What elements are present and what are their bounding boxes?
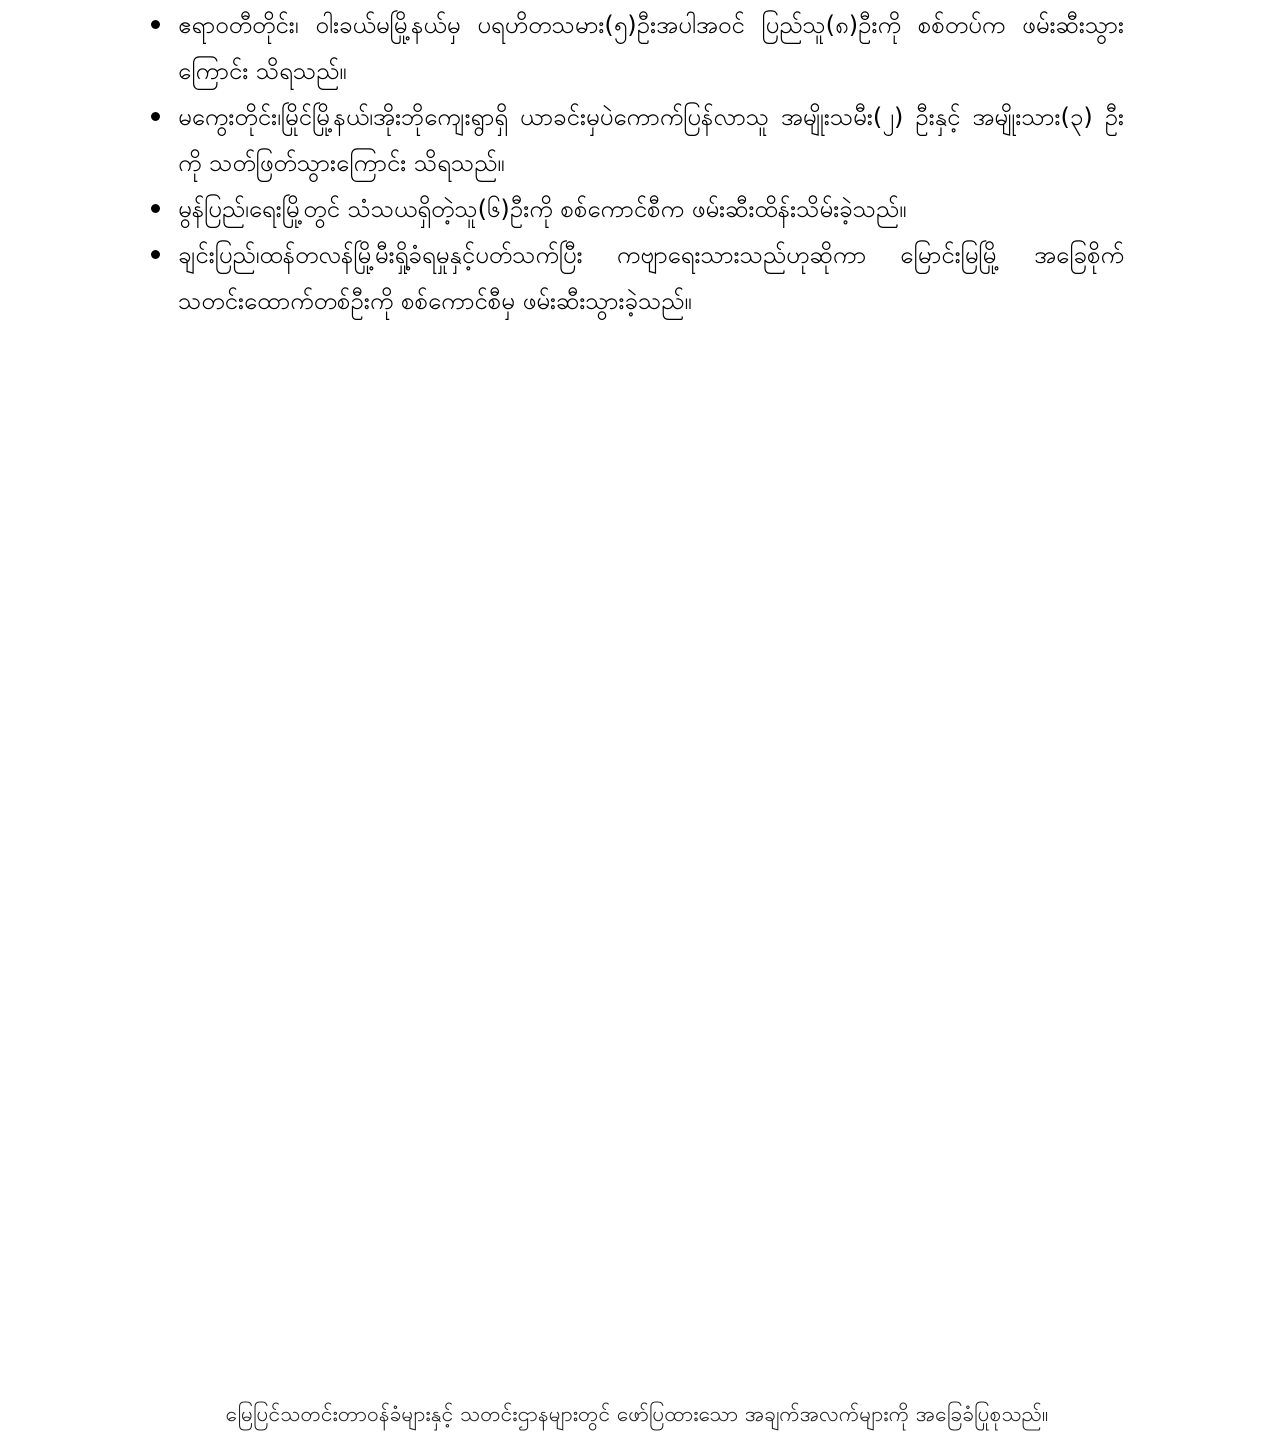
- list-item: [148, 186, 1124, 232]
- list-item: [148, 94, 1124, 186]
- list-item: [148, 2, 1124, 94]
- list-item: [148, 232, 1124, 324]
- news-bullet-list: [148, 2, 1124, 324]
- bullet-icon: [151, 250, 160, 259]
- list-item-text: မကွေးတိုင်း၊မြိုင်မြို့နယ်၊အိုးဘိုကျေးရွာရှိ ယာခင်းမှပဲကောက်ပြန်လာသူ အမျိုးသမီး(၂) ဦးနှင့် အမျိုးသား(၃) ဦးကို သတ်ဖြတ်သွားကြောင်း သိရသည်။: [178, 103, 1124, 177]
- list-item-text: ဧရာဝတီတိုင်း၊ ဝါးခယ်မမြို့နယ်မှ ပရဟိတသမား(၅)ဦးအပါအဝင် ပြည်သူ(၈)ဦးကို စစ်တပ်က ဖမ်းဆီးသွားကြောင်း သိရသည်။: [178, 11, 1124, 85]
- footer-source-note: မြေပြင်သတင်းတာဝန်ခံများနှင့် သတင်းဌာနများတွင် ဖော်ပြထားသော အချက်အလက်များကို အခြေခံပြုစုသည်။: [225, 1402, 1049, 1426]
- bullet-icon: [151, 20, 160, 29]
- bullet-icon: [151, 204, 160, 213]
- bullet-icon: [151, 112, 160, 121]
- list-item-text: ချင်းပြည်၊ထန်တလန်မြို့မီးရှို့ခံရမှုနှင့်ပတ်သက်ပြီး ကဗျာရေးသားသည်ဟုဆိုကာ မြောင်းမြမြို့ အခြေစိုက်သတင်းထောက်တစ်ဦးကို စစ်ကောင်စီမှ ဖမ်းဆီးသွားခဲ့သည်။: [178, 241, 1124, 315]
- list-item-text: မွန်ပြည်၊ရေးမြို့တွင် သံသယရှိတဲ့သူ(၆)ဦးကို စစ်ကောင်စီက ဖမ်းဆီးထိန်းသိမ်းခဲ့သည်။: [178, 195, 907, 223]
